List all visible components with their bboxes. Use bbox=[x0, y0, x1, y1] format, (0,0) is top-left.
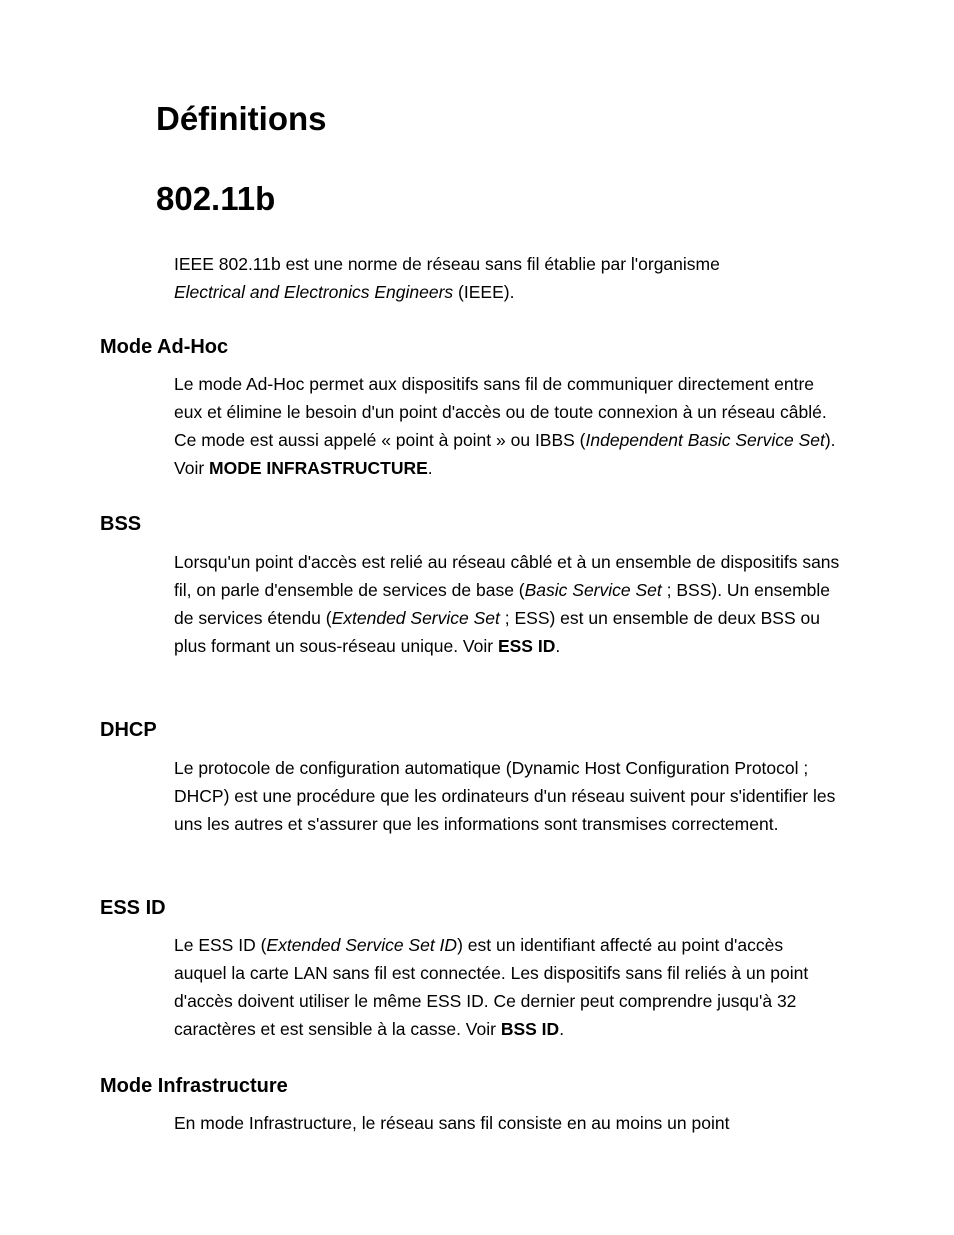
definition-text: ) est un identifiant affecté au point d'accès auquel la carte LAN sans fil est connectée. Les dispositifs sans fil reliés à un point d'accès doivent utiliser le même ESS ID. Ce dernier peut comprendre jusqu'à 32 caractères et est sensible à la casse. Voir bbox=[174, 935, 809, 1039]
cross-reference-ess-id: ESS ID bbox=[497, 636, 556, 656]
term-mode-ad-hoc: Mode Ad-Hoc bbox=[100, 336, 229, 358]
intro-text: IEEE 802.11b est une norme de réseau sans fil établie par l'organisme bbox=[174, 254, 720, 274]
cross-reference-bss-id: BSS ID bbox=[500, 1019, 560, 1039]
definition-text: . bbox=[427, 458, 433, 478]
definition-text: . bbox=[559, 1019, 565, 1039]
definition-mode-infrastructure: En mode Infrastructure, le réseau sans fil consiste en au moins un point bbox=[174, 1113, 730, 1133]
definition-dhcp: Le protocole de configuration automatique (Dynamic Host Configuration Protocol ; DHCP) est une procédure que les ordinateurs d'un réseau suivent pour s'identifier les uns les autres et s'assurer que les informations sont transmises correctement. bbox=[174, 758, 836, 834]
definition-text: Le ESS ID ( bbox=[174, 935, 267, 955]
definition-italic: Extended Service Set bbox=[331, 608, 500, 628]
definition-italic: Independent Basic Service Set bbox=[585, 430, 825, 450]
definition-italic: Extended Service Set ID bbox=[266, 935, 458, 955]
definition-text: ; ESS) est un ensemble de deux BSS ou plus formant un sous-réseau unique. Voir bbox=[174, 608, 820, 656]
definition-text: Le mode Ad-Hoc permet aux dispositifs sans fil de communiquer directement entre eux et élimine le besoin d'un point d'accès ou de toute connexion à un réseau câblé. Ce mode est aussi appelé « point à point » ou IBBS ( bbox=[174, 374, 827, 450]
definition-text: ). Voir bbox=[174, 430, 836, 478]
definition-text: ; BSS). Un ensemble de services étendu ( bbox=[174, 580, 831, 628]
definition-bss bbox=[174, 548, 840, 660]
intro-org-abbrev: (IEEE). bbox=[453, 282, 515, 302]
definition-text: . bbox=[555, 636, 561, 656]
section-title-802-11b: 802.11b bbox=[156, 180, 276, 217]
definition-italic: Basic Service Set bbox=[524, 580, 662, 600]
definition-text: Lorsqu'un point d'accès est relié au réseau câblé et à un ensemble de dispositifs sans fil, on parle d'ensemble de services de base ( bbox=[174, 552, 840, 600]
term-mode-infrastructure: Mode Infrastructure bbox=[100, 1075, 288, 1097]
term-ess-id: ESS ID bbox=[100, 897, 166, 919]
page-title: Définitions bbox=[156, 100, 327, 137]
intro-org-italic: Electrical and Electronics Engineers bbox=[174, 282, 454, 302]
term-dhcp: DHCP bbox=[100, 719, 157, 741]
definition-ess-id bbox=[174, 931, 840, 1043]
definition-802-11b bbox=[174, 250, 840, 306]
cross-reference-mode-infrastructure: MODE INFRASTRUCTURE bbox=[209, 458, 428, 478]
term-bss: BSS bbox=[100, 513, 142, 535]
definition-mode-ad-hoc bbox=[174, 370, 840, 482]
